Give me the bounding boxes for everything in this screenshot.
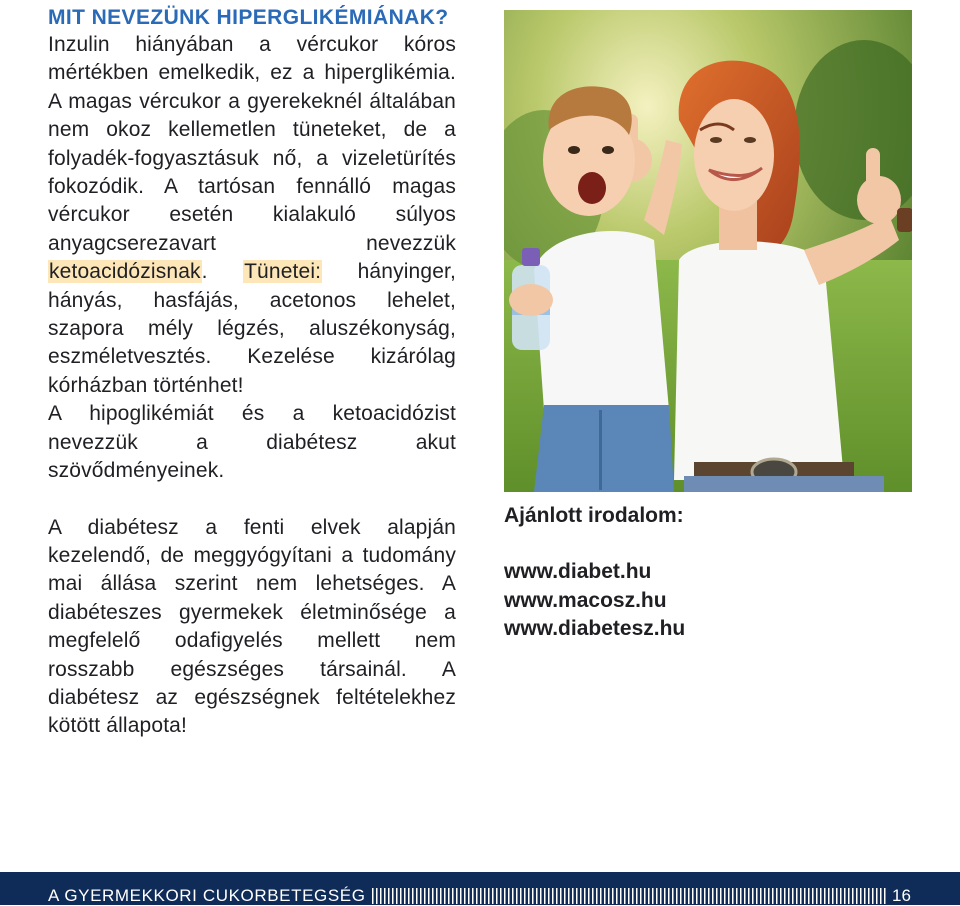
reference-item (504, 558, 924, 587)
link-macosz[interactable]: www.macosz.hu (504, 588, 667, 612)
paragraph-text: . (201, 260, 244, 284)
reference-item (504, 615, 924, 644)
paragraph-treatment: A diabétesz a fenti elvek alapján kezelendő, de meggyógyítani a tudomány mai állása szerint nem lehetséges. A diabéteszes gyermekek életminősége a megfelelő odafigyelés mellett nem rosszabb egészséges társainál. A diabétesz az egészségnek feltételekhez kötött állapota! (48, 515, 456, 738)
reference-item (504, 587, 924, 616)
article-column (48, 4, 456, 741)
photo-illustration (504, 10, 912, 492)
paragraph-text: Inzulin hiányában a vércukor kóros mértékben emelkedik, ez a hiperglikémia. A magas vércukor a gyerekeknél általában nem okoz kellemetlen tüneteket, de a folyadék-fogyasztásuk nő, a vizeletürítés fokozódik. A tartósan fennálló magas vércukor esetén kialakuló súlyos anyagcserezavart nevezzük (48, 33, 456, 255)
highlight-ketoacidosis: ketoacidózisnak (49, 260, 201, 284)
paragraph-hyperglycemia (48, 31, 456, 400)
link-diabet[interactable]: www.diabet.hu (504, 560, 652, 583)
references-title: Ajánlott irodalom: (504, 504, 684, 527)
article-heading: MIT NEVEZÜNK HIPERGLIKÉMIÁNAK? (48, 6, 449, 29)
reference-list (504, 558, 924, 644)
footer-decorative-bars (372, 888, 888, 904)
paragraph-text: hányinger, hányás, hasfájás, acetonos lehelet, szapora mély légzés, aluszékonyság, eszméletvesztés. Kezelése kizárólag kórházban történhet! (48, 260, 456, 397)
paragraph-acute-complications: A hipoglikémiát és a ketoacidózist nevezzük a diabétesz akut szövődményeinek. (48, 402, 456, 483)
footer-title: A GYERMEKKORI CUKORBETEGSÉG (48, 886, 366, 905)
link-diabetesz[interactable]: www.diabetesz.hu (504, 617, 686, 640)
references-section (504, 502, 924, 644)
photo-mother-and-child (504, 10, 912, 492)
page-footer (0, 872, 960, 905)
highlight-symptoms: Tünetei: (244, 260, 322, 284)
page-number: 16 (892, 886, 911, 905)
